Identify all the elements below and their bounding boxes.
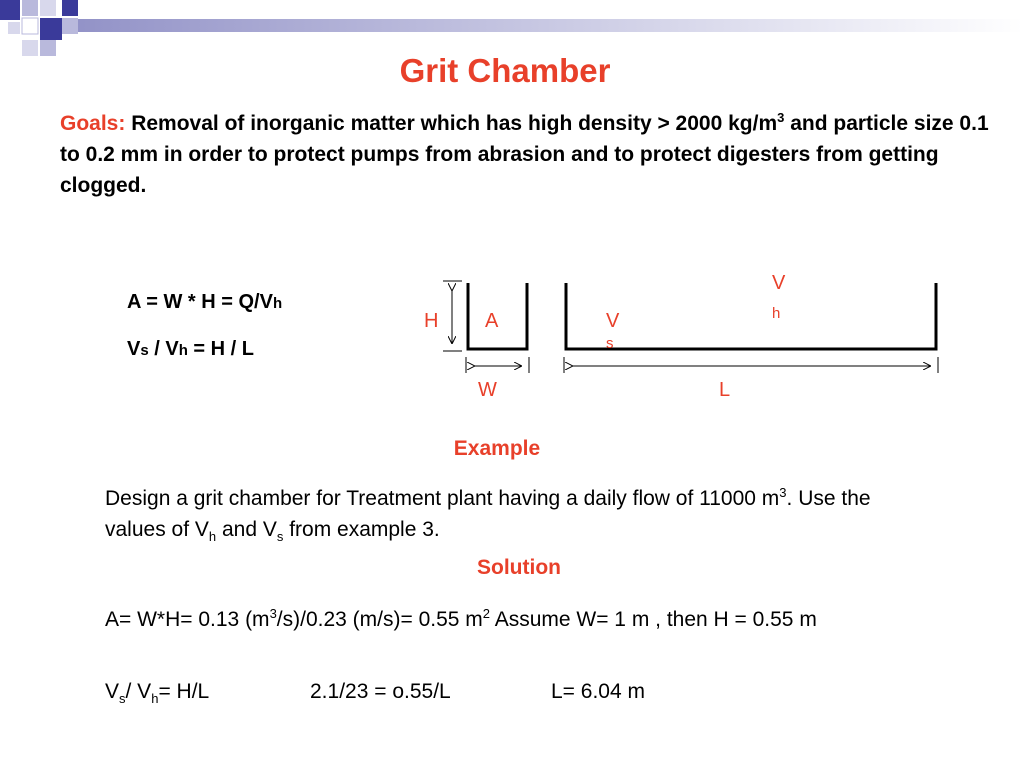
- formula-ratio-b-sub: h: [178, 342, 188, 359]
- solution-l1-text-2: /s)/0.23 (m/s)= 0.55 m: [276, 608, 483, 631]
- solution-l2-sub-s: s: [119, 691, 126, 707]
- solution-line-2: [105, 676, 905, 714]
- solution-l2-left: [105, 676, 310, 714]
- example-sub-h: h: [208, 529, 217, 545]
- solution-l1-sup-1: 3: [269, 606, 277, 621]
- solution-l2-text-1: V: [105, 680, 120, 703]
- formula-ratio-b: / V: [148, 338, 179, 360]
- solution-l2-text-3: = H/L: [158, 680, 210, 703]
- formula-area-sub: h: [272, 295, 283, 312]
- formula-ratio-c: = H / L: [187, 338, 254, 360]
- goals-label: Goals:: [60, 112, 126, 135]
- solution-l2-text-2: / V: [125, 680, 152, 703]
- formula-ratio: [127, 338, 254, 361]
- solution-l1-sup-2: 2: [482, 606, 491, 621]
- example-text-4: from example 3.: [283, 518, 440, 541]
- goals-text-2: and particle size 0.1 to 0.2 mm in order to protect pumps from abrasion and to protect digesters from getting clogged.: [60, 112, 989, 197]
- example-paragraph: [105, 477, 905, 552]
- example-text-1: Design a grit chamber for Treatment plant having a daily flow of 11000 m: [105, 487, 780, 510]
- goals-sup: 3: [777, 110, 785, 125]
- diagram-label-vs: V: [606, 310, 620, 332]
- solution-l2-mid: 2.1/23 = o.55/L: [310, 680, 451, 703]
- diagram-label-vs-sub: s: [606, 335, 614, 352]
- diagram-label-w: W: [478, 379, 497, 401]
- diagram-label-vh: V: [772, 272, 786, 294]
- formula-ratio-a-sub: s: [140, 342, 149, 359]
- formula-area-text: A = W * H = Q/V: [127, 291, 273, 313]
- goals-text-1: Removal of inorganic matter which has high density > 2000 kg/m: [125, 112, 778, 135]
- solution-l2-sub-h: h: [151, 691, 159, 707]
- example-sub-s: s: [276, 529, 284, 545]
- solution-line-1: [105, 598, 905, 635]
- long-section-outline: [566, 283, 936, 349]
- diagram-label-a: A: [485, 310, 499, 332]
- solution-l1-text-3: Assume W= 1 m , then H = 0.55 m: [490, 608, 817, 631]
- formula-area: [127, 291, 282, 314]
- diagram-label-l: L: [719, 379, 731, 401]
- solution-heading: Solution: [477, 556, 561, 579]
- example-text-3: and V: [216, 518, 277, 541]
- diagram-label-h: H: [424, 310, 439, 332]
- slide-title: Grit Chamber: [399, 52, 611, 89]
- solution-l2-end: L= 6.04 m: [551, 680, 645, 703]
- diagram-label-vh-sub: h: [772, 305, 781, 322]
- example-heading: Example: [453, 437, 541, 460]
- goals-paragraph: [60, 102, 990, 201]
- example-text-2: . Use the values of V: [105, 487, 871, 541]
- example-sup: 3: [779, 485, 787, 500]
- solution-l1-text-1: A= W*H= 0.13 (m: [105, 608, 270, 631]
- formula-ratio-a: V: [127, 338, 141, 360]
